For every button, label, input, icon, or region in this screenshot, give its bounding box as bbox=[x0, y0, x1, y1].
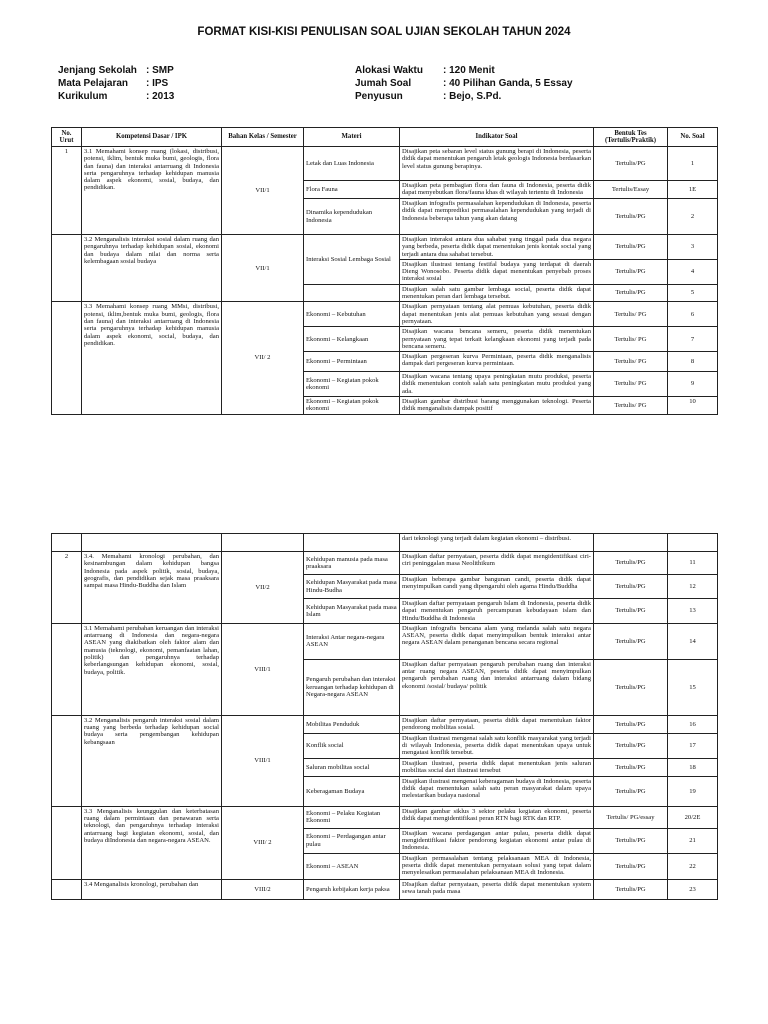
cell-materi: Ekonomi – Kelangkaan bbox=[304, 327, 400, 352]
cell-no-soal: 8 bbox=[668, 352, 718, 372]
cell-indikator: Disajikan daftar pernyataan, peserta didik dapat menentukan faktor pendorong mobilitas sosial. bbox=[400, 715, 594, 733]
cell-no-soal: 4 bbox=[668, 259, 718, 284]
cell-bentuk: Tertulis/ PG bbox=[594, 327, 668, 352]
cell-indikator: Disajikan pergeseran kurva Permintaan, peserta didik menganalisis dampak dari pergeseran kurva permintaan. bbox=[400, 352, 594, 372]
cell-kd bbox=[82, 534, 222, 552]
cell-materi: Konflik social bbox=[304, 733, 400, 758]
cell-bentuk: Tertulis/PG bbox=[594, 828, 668, 853]
cell-no-soal: 10 bbox=[668, 397, 718, 415]
cell-no bbox=[52, 715, 82, 806]
cell-no-soal: 2 bbox=[668, 199, 718, 235]
cell-materi: Ekonomi – Kegiatan pokok ekonomi bbox=[304, 372, 400, 397]
cell-no-soal: 1 bbox=[668, 147, 718, 181]
cell-materi: Ekonomi – Perdagangan antar pulau bbox=[304, 828, 400, 853]
cell-bentuk: Tertulis/PG bbox=[594, 733, 668, 758]
cell-no-soal: 3 bbox=[668, 235, 718, 260]
cell-no-soal: 1E bbox=[668, 181, 718, 199]
cell-no bbox=[52, 235, 82, 302]
cell-indikator: Disajikan infografis permasalahan kependudukan di Indonesia, peserta didik dapat memprediksi permasalahan kependudukan yang terjadi di Indonesia beberapa tahun yang akan datang bbox=[400, 199, 594, 235]
cell-no: 1 bbox=[52, 147, 82, 235]
cell-kd: 3.2 Menganalisis pengaruh interaksi sosial dalam ruang yang berbeda terhadap kehidupan social budaya serta pengembangan kehidupan kebangsaan bbox=[82, 715, 222, 806]
cell-materi: Pengaruh kebijakan kerja paksa bbox=[304, 879, 400, 899]
cell-bentuk: Tertulis/PG bbox=[594, 776, 668, 806]
cell-kelas: VIII/2 bbox=[222, 879, 304, 899]
cell-indikator: Disajikan interaksi antara dua sahabat yang tinggal pada dua negara yang berbeda, peserta didik dapat menentukan jenis kontak social yang terjadi antara dua sahabat tersebut. bbox=[400, 235, 594, 260]
meta-left bbox=[58, 64, 174, 103]
meta-row bbox=[58, 90, 174, 103]
cell-indikator: Disajikan wacana tentang upaya peningkatan mutu produksi, peserta didik menentukan contoh salah satu peningkatan mutu produksi yang ada. bbox=[400, 372, 594, 397]
cell-no-soal: 18 bbox=[668, 758, 718, 776]
cell-kd: 3.2 Menganalisis interaksi sosial dalam ruang dan pengaruhnya terhadap kehidupan sosial, ekonomi dan budaya dalam nilai dan norma serta kelembagaan sosial budaya bbox=[82, 235, 222, 302]
cell-bentuk: Tertulis/PG bbox=[594, 623, 668, 659]
cell-bentuk: Tertulis/PG bbox=[594, 147, 668, 181]
cell-materi: Ekonomi – Kegiatan pokok ekonomi bbox=[304, 397, 400, 415]
header-no-soal: No. Soal bbox=[668, 128, 718, 147]
cell-bentuk: Tertulis/PG bbox=[594, 599, 668, 624]
meta-label: Jumah Soal bbox=[355, 78, 412, 89]
cell-bentuk: Tertulis/Essay bbox=[594, 181, 668, 199]
cell-kelas: VIII/1 bbox=[222, 623, 304, 715]
cell-materi: Kehidupan Masyarakat pada masa Islam bbox=[304, 599, 400, 624]
cell-no-soal: 13 bbox=[668, 599, 718, 624]
cell-indikator: Disajikan infografis bencana alam yang melanda salah satu negara ASEAN, peserta didik dapat menyimpulkan bentuk interaksi antar negara ASEAN dalam penanganan bencana secara regional bbox=[400, 623, 594, 659]
cell-no bbox=[52, 302, 82, 414]
cell-materi: Ekonomi – Kebutuhan bbox=[304, 302, 400, 327]
cell-indikator: Disajikan gambar distribusi barang menggunakan teknologi. Peserta didik menganalisis dampak positif bbox=[400, 397, 594, 415]
cell-no-soal: 19 bbox=[668, 776, 718, 806]
cell-indikator: Disajikan daftar pernyataan pengaruh Islam di Indonesia, peserta didik dapat menentukan pengaruh percampuran kebudayaan islam dan Hindu/Buddha di Indonesia bbox=[400, 599, 594, 624]
cell-materi: Ekonomi – Pelaku Kegiatan Ekonomi bbox=[304, 806, 400, 828]
cell-materi: Letak dan Luas Indonesia bbox=[304, 147, 400, 181]
cell-indikator: Disajikan ilustrasi, peserta didik dapat menentukan jenis saluran mobilitas social dari ilustrasi tersebut bbox=[400, 758, 594, 776]
cell-indikator: DIsajikan daftar pernyataan, peserta didik dapat menentukan system sewa tanah pada masa bbox=[400, 879, 594, 899]
table-row bbox=[52, 879, 718, 899]
cell-bentuk: Tertulis/PG bbox=[594, 575, 668, 599]
cell-materi: Kehidupan manusia pada masa praaksara bbox=[304, 552, 400, 575]
table-body bbox=[52, 534, 718, 900]
cell-indikator: Disajikan permasalahan tentang pelaksanaan MEA di Indonesia, peserta didik dapat menentukan pernyataan solusi yang tepat dalam menyelesaikan permasalahan pelaksanaan MEA di Indonesia. bbox=[400, 853, 594, 879]
cell-kelas: VIII/1 bbox=[222, 715, 304, 806]
cell-no-soal: 20/2E bbox=[668, 806, 718, 828]
kisi-kisi-table-page-2 bbox=[51, 533, 718, 900]
page-title: FORMAT KISI-KISI PENULISAN SOAL UJIAN SEKOLAH TAHUN 2024 bbox=[197, 26, 571, 38]
cell-materi: Mobilitas Penduduk bbox=[304, 715, 400, 733]
cell-no-soal bbox=[668, 534, 718, 552]
cell-bentuk: Tertulis/ PG bbox=[594, 397, 668, 415]
cell-no-soal: 15 bbox=[668, 659, 718, 715]
cell-indikator: Disajikan ilustrasi tentang festifal budaya yang terdapat di daerah Dieng Wonosobo. Peserta didik dapat menentukan penyebab proses interaksi sosial bbox=[400, 259, 594, 284]
cell-no-soal: 7 bbox=[668, 327, 718, 352]
cell-no-soal: 6 bbox=[668, 302, 718, 327]
table-row bbox=[52, 623, 718, 659]
meta-value: : 40 Pilihan Ganda, 5 Essay bbox=[443, 78, 573, 89]
cell-kelas: VII/ 2 bbox=[222, 302, 304, 414]
cell-kd: 3.1 Memahami konsep ruang (lokasi, distribusi, potensi, iklim, bentuk muka bumi, geologis, flora dan fauna) dan interaksi antarruang di Indonesia serta pengaruhnya terhadap kehidupan manusia dalam aspek ekonomi, sosial, budaya, dan pendidikan. bbox=[82, 147, 222, 235]
cell-materi: Saluran mobilitas social bbox=[304, 758, 400, 776]
cell-kd: 3.1 Memahami perubahan keruangan dan interaksi antarruang di Indonesia dan negara-negara ASEAN yang diakibatkan oleh faktor alam dan manusia (teknologi, ekonomi, pemanfaatan lahan, politik) dan pengaruhnya terhadap keberlangsungan kehidupan ekonomi, sosial, budaya, politik. bbox=[82, 623, 222, 715]
cell-no-soal: 11 bbox=[668, 552, 718, 575]
meta-value: : SMP bbox=[146, 65, 174, 76]
cell-indikator: Disajikan salah satu gambar lembaga social, peserta didik dapat menentukan peran dari lembaga tersebut. bbox=[400, 284, 594, 302]
table-row bbox=[52, 302, 718, 327]
cell-no-soal: 9 bbox=[668, 372, 718, 397]
cell-bentuk bbox=[594, 534, 668, 552]
cell-materi: Ekonomi – ASEAN bbox=[304, 853, 400, 879]
cell-kelas: VII/1 bbox=[222, 147, 304, 235]
meta-row bbox=[58, 64, 174, 77]
cell-bentuk: Tertulis/ PG bbox=[594, 302, 668, 327]
kisi-kisi-table-page-1 bbox=[51, 127, 718, 415]
table-row bbox=[52, 806, 718, 828]
cell-materi: Pengaruh perubahan dan interaksi keruangan terhadap kehidupan di Negara-negara ASEAN bbox=[304, 659, 400, 715]
cell-bentuk: Tertulis/ PG/essay bbox=[594, 806, 668, 828]
cell-materi: Interaksi Sosial Lembaga Sosial bbox=[304, 235, 400, 285]
cell-indikator: Disajikan daftar pernyataan, peserta didik dapat mengidentifikasi ciri-ciri peninggalan masa Neolithikum bbox=[400, 552, 594, 575]
cell-materi: Flora Fauna bbox=[304, 181, 400, 199]
cell-indikator: Disajikan peta sebaran level status gunung berapi di Indonesia, peserta didik dapat menentukan pengaruh letak geologis Indonesia berdasarkan level status gunung berapinya. bbox=[400, 147, 594, 181]
meta-value: : Bejo, S.Pd. bbox=[443, 91, 502, 102]
cell-no-soal: 12 bbox=[668, 575, 718, 599]
header-kompetensi: Kompetensi Dasar / IPK bbox=[82, 128, 222, 147]
cell-no-soal: 16 bbox=[668, 715, 718, 733]
cell-kelas: VIII/ 2 bbox=[222, 806, 304, 879]
cell-bentuk: Tertulis/PG bbox=[594, 853, 668, 879]
meta-value: : 120 Menit bbox=[443, 65, 495, 76]
table-row bbox=[52, 552, 718, 575]
meta-row bbox=[58, 77, 174, 90]
cell-materi: Ekonomi – Permintaan bbox=[304, 352, 400, 372]
cell-kelas: VII/2 bbox=[222, 552, 304, 624]
cell-no bbox=[52, 879, 82, 899]
cell-indikator: Disajikan beberapa gambar bangunan candi, peserta didik dapat menyimpulkan candi yang dipengaruhi oleh agama Hindu/Buddha bbox=[400, 575, 594, 599]
cell-materi: Kehidupan Masyarakat pada masa Hindu-Budha bbox=[304, 575, 400, 599]
cell-indikator: Disajikan pernyataan tentang alat pemuas kebutuhan, peserta didik dapat menentukan jenis alat pemuas kebutuhan yang sesuai dengan pernyataan. bbox=[400, 302, 594, 327]
table-body bbox=[52, 147, 718, 415]
cell-materi: Interaksi Antar negara-negara ASEAN bbox=[304, 623, 400, 659]
table-row bbox=[52, 715, 718, 733]
cell-materi bbox=[304, 284, 400, 302]
meta-label: Penyusun bbox=[355, 91, 403, 102]
cell-bentuk: Tertulis/PG bbox=[594, 879, 668, 899]
header-bentuk-tes: Bentuk Tes (Tertulis/Praktik) bbox=[594, 128, 668, 147]
cell-indikator: Disajikan gambar siklus 3 sektor pelaku kegiatan ekonomi, peserta didik dapat mengidentifikasi peran RTN bagi RTK dan RTP. bbox=[400, 806, 594, 828]
cell-no-soal: 14 bbox=[668, 623, 718, 659]
cell-indikator: Disajikan daftar pernyataan pengaruh perubahan ruang dan interaksi antar ruang negara ASEAN, peserta didik dapat menyimpulkan pengaruh perubahan ruang dan interaksi antarruang dalam bidang ekonomi /sosial/ budaya/ politik bbox=[400, 659, 594, 715]
cell-bentuk: Tertulis/PG bbox=[594, 659, 668, 715]
cell-no-soal: 23 bbox=[668, 879, 718, 899]
cell-bentuk: Tertulis/PG bbox=[594, 199, 668, 235]
cell-kelas: VII/1 bbox=[222, 235, 304, 302]
cell-bentuk: Tertulis/PG bbox=[594, 715, 668, 733]
cell-indikator: Disajikan peta pembagian flora dan fauna di Indonesia, peserta didik dapat menyebutkan flora/fauna khas di wilayah tertentu di Indonesia bbox=[400, 181, 594, 199]
meta-label: Jenjang Sekolah bbox=[58, 65, 137, 76]
cell-bentuk: Tertulis/PG bbox=[594, 235, 668, 260]
header-no-urut: No. Urut bbox=[52, 128, 82, 147]
cell-bentuk: Tertulis/PG bbox=[594, 758, 668, 776]
meta-value: : 2013 bbox=[146, 91, 175, 102]
cell-indikator: Disajikan wacana bencana semeru, peserta didik menentukan pernyataan yang tepat terkait kelangkaan ekonomi yang terjadi pada bencana semeru. bbox=[400, 327, 594, 352]
meta-row bbox=[355, 90, 573, 103]
header-kelas: Bahan Kelas / Semester bbox=[222, 128, 304, 147]
cell-bentuk: Tertulis/PG bbox=[594, 259, 668, 284]
cell-no bbox=[52, 806, 82, 879]
cell-kd: 3.3 Menganalisis keunggulan dan keterbatasan ruang dalam permintaan dan penawaran serta teknologi, dan pengaruhnya terhadap interaksi antarruang bagi kegiatan ekonomi, sosial, dan budaya diIndonesia dan negara-negara ASEAN. bbox=[82, 806, 222, 879]
cell-no-soal: 5 bbox=[668, 284, 718, 302]
cell-bentuk: Tertulis/PG bbox=[594, 552, 668, 575]
cell-kd: 3.4. Memahami kronologi perubahan, dan kesinambungan dalam kehidupan bangsa Indonesia pada aspek politik, sosial, budaya, geografis, dan pendidikan sejak masa praaksara sampai masa Hindu-Buddha dan Islam bbox=[82, 552, 222, 624]
cell-indikator: Disajikan ilustrasi mengenai salah satu konflik masyarakat yang terjadi di wilayah Indonesia, peserta didik dapat menentukan upaya untuk mengatasi konflik tersebut. bbox=[400, 733, 594, 758]
cell-no bbox=[52, 534, 82, 552]
header-materi: Materi bbox=[304, 128, 400, 147]
cell-kd: 3.3 Memahami konsep ruang MMsi, distribusi, potensi, iklim,bentuk muka bumi, geologis, flora dan fauna) dan interaksi antarruang di Indonesia serta pengaruhnya terhadap kehidupan manusia dalam aspek ekonomi, social, budaya, dan pendidikan. bbox=[82, 302, 222, 414]
table-header-row bbox=[52, 128, 718, 147]
cell-kelas bbox=[222, 534, 304, 552]
meta-value: : IPS bbox=[146, 78, 169, 89]
table-row bbox=[52, 534, 718, 552]
cell-no-soal: 21 bbox=[668, 828, 718, 853]
cell-no-soal: 17 bbox=[668, 733, 718, 758]
cell-no bbox=[52, 623, 82, 715]
cell-materi: Keberagaman Budaya bbox=[304, 776, 400, 806]
cell-bentuk: Tertulis/PG bbox=[594, 284, 668, 302]
meta-row bbox=[355, 64, 573, 77]
cell-indikator: dari teknologi yang terjadi dalam kegiatan ekonomi – distribusi. bbox=[400, 534, 594, 552]
cell-indikator: Disajikan wacana perdagangan antar pulau, peserta didik dapat mengidentifikasi faktor pendorong kegiatan ekonomi antar pulau di Indonesia. bbox=[400, 828, 594, 853]
meta-label: Alokasi Waktu bbox=[355, 65, 423, 76]
meta-row bbox=[355, 77, 573, 90]
table-row bbox=[52, 147, 718, 181]
cell-materi: Dinamika kependudukan Indonesia bbox=[304, 199, 400, 235]
cell-indikator: Disajikan ilustrasi mengenai keberagaman budaya di Indonesia, peserta didik dapat menentukan salah satu peran masyarakat dalam upaya melestarikan budaya nasional bbox=[400, 776, 594, 806]
cell-materi bbox=[304, 534, 400, 552]
meta-right bbox=[355, 64, 573, 103]
meta-label: Kurikulum bbox=[58, 91, 108, 102]
cell-bentuk: Tertulis/ PG bbox=[594, 352, 668, 372]
cell-kd: 3.4 Menganalisis kronologi, perubahan dan bbox=[82, 879, 222, 899]
cell-bentuk: Tertulis/ PG bbox=[594, 372, 668, 397]
meta-label: Mata Pelajaran bbox=[58, 78, 129, 89]
cell-no-soal: 22 bbox=[668, 853, 718, 879]
header-indikator: Indikator Soal bbox=[400, 128, 594, 147]
cell-no: 2 bbox=[52, 552, 82, 624]
table-row bbox=[52, 235, 718, 260]
